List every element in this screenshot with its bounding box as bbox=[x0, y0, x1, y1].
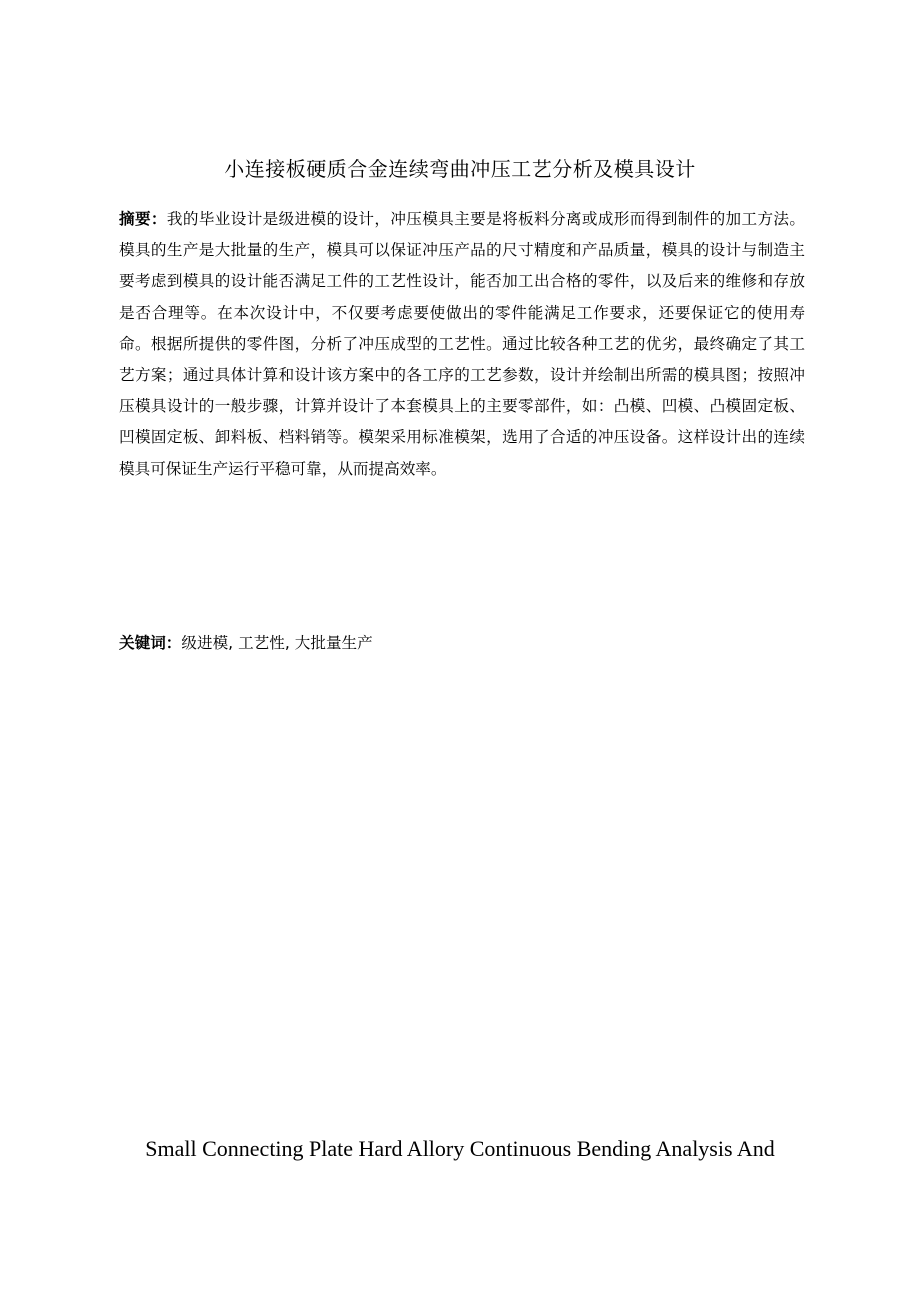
abstract-text: 我的毕业设计是级进模的设计，冲压模具主要是将板料分离或成形而得到制件的加工方法。模具的生产是大批量的生产，模具可以保证冲压产品的尺寸精度和产品质量，模具的设计与制造主要考虑到模具的设计能否满足工件的工艺性设计，能否加工出合格的零件，以及后来的维修和存放是否合理等。在本次设计中，不仅要考虑要使做出的零件能满足工作要求，还要保证它的使用寿命。根据所提供的零件图，分析了冲压成型的工艺性。通过比较各种工艺的优劣，最终确定了其工艺方案；通过具体计算和设计该方案中的各工序的工艺参数，设计并绘制出所需的模具图；按照冲压模具设计的一般步骤，计算并设计了本套模具上的主要零部件，如：凸模、凹模、凸模固定板、凹模固定板、卸料板、档料销等。模架采用标准模架，选用了合适的冲压设备。这样设计出的连续模具可保证生产运行平稳可靠，从而提高效率。 bbox=[119, 210, 805, 478]
abstract-paragraph bbox=[119, 204, 805, 485]
keywords-label: 关键词： bbox=[119, 634, 182, 652]
keywords-text: 级进模, 工艺性, 大批量生产 bbox=[181, 634, 373, 652]
chinese-title: 小连接板硬质合金连续弯曲冲压工艺分析及模具设计 bbox=[224, 157, 696, 181]
english-title: Small Connecting Plate Hard Allory Continuous Bending Analysis And bbox=[145, 1136, 775, 1161]
abstract-label: 摘要： bbox=[119, 210, 167, 228]
keywords-line bbox=[119, 628, 805, 659]
